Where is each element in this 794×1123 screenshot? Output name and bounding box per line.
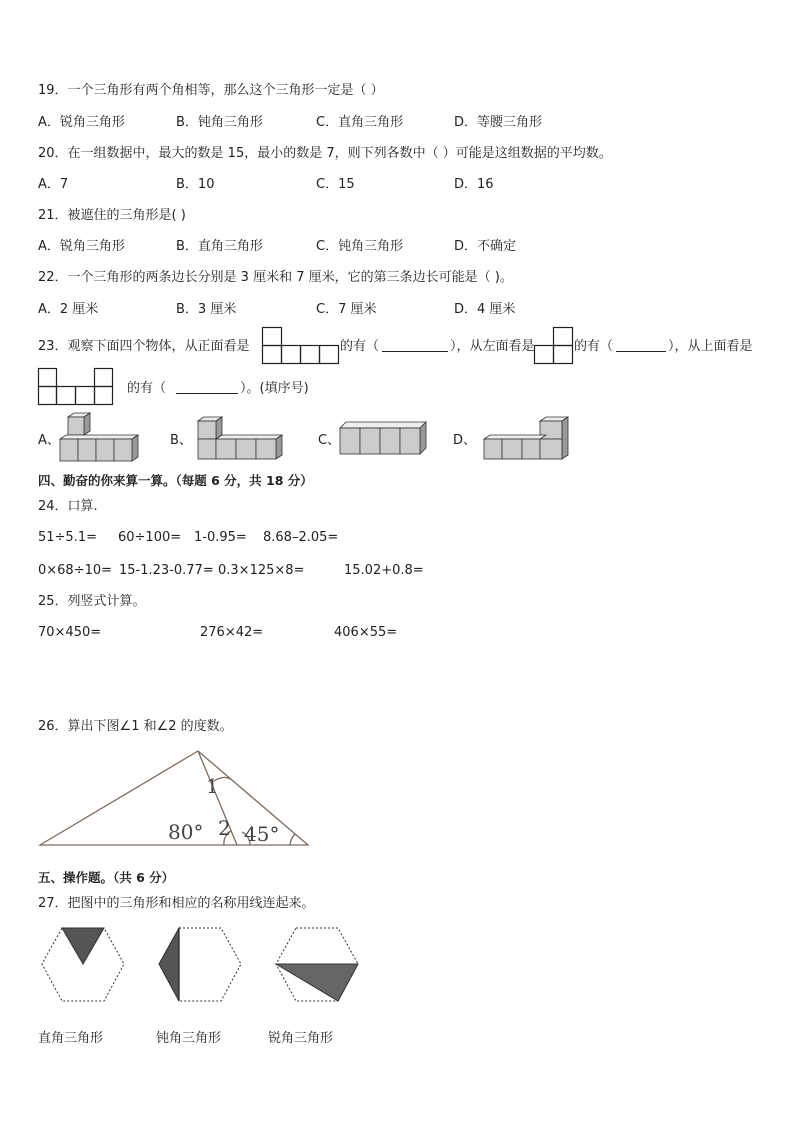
q25-item3: 406×55= [334, 625, 398, 640]
angle-1-label: 1 [206, 774, 219, 798]
name-right-triangle[interactable]: 直角三角形 [38, 1031, 104, 1046]
section-5-title: 五、操作题。（共 6 分） [38, 870, 175, 885]
q24-row1-item1: 51÷5.1= [38, 530, 98, 545]
q22-option-b[interactable]: B．3 厘米 [176, 302, 237, 317]
left-view-answer-blank[interactable] [616, 339, 666, 352]
q20-stem: 20．在一组数据中，最大的数是 15，最小的数是 7，则下列各数中（ ）可能是这组数据的平均数。 [38, 146, 612, 161]
q23-text-4: 的有（ [574, 339, 614, 354]
q19-stem: 19．一个三角形有两个角相等，那么这个三角形一定是（ ） [38, 83, 384, 98]
object-b-label: B、 [170, 433, 192, 448]
q21-stem: 21．被遮住的三角形是( ) [38, 208, 186, 223]
q21-option-d[interactable]: D．不确定 [454, 239, 517, 254]
q23-text-5: ），从上面看是 [668, 339, 753, 354]
q20-option-c[interactable]: C．15 [316, 177, 355, 192]
q26-title: 26．算出下图∠1 和∠2 的度数。 [38, 719, 233, 734]
angle-80-label: 80° [168, 820, 204, 844]
name-obtuse-triangle[interactable]: 钝角三角形 [156, 1031, 222, 1046]
object-d-label: D、 [453, 433, 477, 448]
q19-option-b[interactable]: B．钝角三角形 [176, 115, 263, 130]
object-a-label: A、 [38, 433, 60, 448]
q25-title: 25．列竖式计算。 [38, 594, 146, 609]
angle-45-label: 45° [244, 822, 280, 846]
q20-option-d[interactable]: D．16 [454, 177, 494, 192]
q23-text-3: ），从左面看是 [450, 339, 535, 354]
q25-item1: 70×450= [38, 625, 102, 640]
q24-row2-item4: 15.02+0.8= [344, 563, 424, 578]
q23-text-6: 的有（ [127, 381, 167, 396]
angle-triangle-figure [38, 748, 314, 848]
object-c-cubes [340, 422, 428, 456]
q23-text-1: 23．观察下面四个物体，从正面看是 [38, 339, 250, 354]
q24-row1-item3: 1-0.95= [194, 530, 247, 545]
q19-option-d[interactable]: D．等腰三角形 [454, 115, 543, 130]
q24-row2-item2: 15-1.23-0.77= [119, 563, 214, 578]
name-acute-triangle[interactable]: 锐角三角形 [268, 1031, 334, 1046]
q22-option-a[interactable]: A．2 厘米 [38, 302, 99, 317]
q24-row2-item1: 0×68÷10= [38, 563, 113, 578]
q20-option-b[interactable]: B．10 [176, 177, 215, 192]
q21-option-a[interactable]: A．锐角三角形 [38, 239, 125, 254]
q27-title: 27．把图中的三角形和相应的名称用线连起来。 [38, 896, 315, 911]
q24-row1-item2: 60÷100= [118, 530, 182, 545]
q24-row2-item3: 0.3×125×8= [218, 563, 305, 578]
object-a-cubes [60, 413, 144, 465]
top-view-figure [38, 368, 114, 406]
hexagon-1[interactable] [40, 926, 126, 1004]
q19-option-c[interactable]: C．直角三角形 [316, 115, 404, 130]
angle-2-label: 2 [218, 816, 231, 840]
hexagon-3[interactable] [274, 926, 360, 1004]
q22-option-c[interactable]: C．7 厘米 [316, 302, 377, 317]
front-view-answer-blank[interactable] [382, 339, 448, 352]
q21-option-b[interactable]: B．直角三角形 [176, 239, 263, 254]
front-view-figure [262, 327, 340, 365]
q24-row1-item4: 8.68–2.05= [263, 530, 339, 545]
left-view-figure [534, 327, 574, 365]
object-c-label: C、 [318, 433, 341, 448]
object-d-cubes [484, 415, 572, 465]
hexagon-2[interactable] [157, 926, 243, 1004]
q19-option-a[interactable]: A．锐角三角形 [38, 115, 125, 130]
q22-stem: 22．一个三角形的两条边长分别是 3 厘米和 7 厘米，它的第三条边长可能是（ )。 [38, 270, 513, 285]
q25-item2: 276×42= [200, 625, 264, 640]
q21-option-c[interactable]: C．钝角三角形 [316, 239, 404, 254]
q22-option-d[interactable]: D．4 厘米 [454, 302, 516, 317]
q23-text-2: 的有（ [340, 339, 380, 354]
q24-title: 24．口算. [38, 499, 98, 514]
q23-text-7: ）。(填序号) [240, 381, 309, 396]
q20-option-a[interactable]: A．7 [38, 177, 69, 192]
section-4-title: 四、勤奋的你来算一算。（每题 6 分，共 18 分） [38, 473, 313, 488]
object-b-cubes [198, 415, 284, 465]
top-view-answer-blank[interactable] [176, 381, 238, 394]
